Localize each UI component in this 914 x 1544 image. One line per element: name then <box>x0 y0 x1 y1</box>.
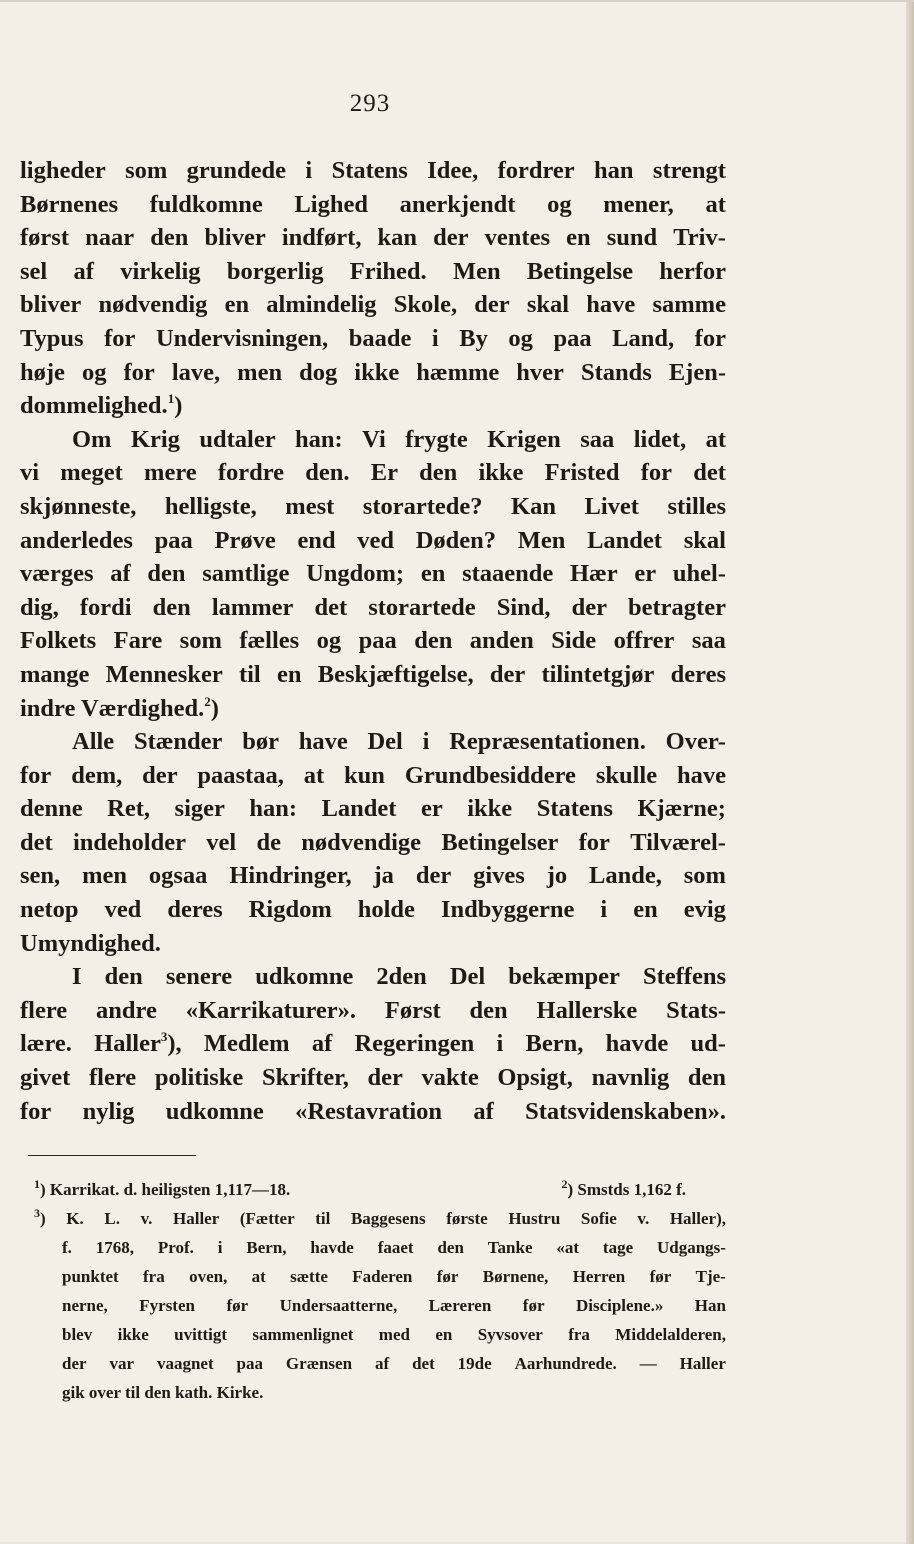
text-line: netop ved deres Rigdom holde Indbyggerne i en evig <box>20 896 726 924</box>
body-text <box>20 154 726 1128</box>
text-line: det indeholder vel de nødvendige Betingelser for Tilværel- <box>20 828 726 856</box>
footnote-rule <box>28 1155 196 1156</box>
footnote-3-line: gik over til den kath. Kirke. <box>62 1383 264 1402</box>
text-line: sen, men ogsaa Hindringer, ja der gives jo Lande, som <box>20 862 726 890</box>
footnotes <box>34 1175 726 1407</box>
text-line: vi meget mere fordre den. Er den ikke Fristed for det <box>20 459 726 487</box>
footnote-3-line: f. 1768, Prof. i Bern, havde faaet den Tanke «at tage Udgangs- <box>62 1238 726 1257</box>
text-line: ligheder som grundede i Statens Idee, fordrer han strengt <box>20 157 726 184</box>
text-line: dig, fordi den lammer det storartede Sind, der betragter <box>20 593 726 621</box>
text-line: Typus for Undervisningen, baade i By og paa Land, for <box>20 324 726 352</box>
text-line: for nylig udkomne «Restavration af Statsvidenskaben». <box>20 1097 726 1125</box>
footnote-3-line: $^3$) K. L. v. Haller (Fætter til Baggesens første Hustru Sofie v. Haller), <box>34 1206 726 1228</box>
text-line: lære. Haller$^3$), Medlem af Regeringen i Bern, havde ud- <box>20 1029 726 1058</box>
text-line: flere andre «Karrikaturer». Først den Hallerske Stats- <box>20 996 726 1024</box>
text-line: denne Ret, siger han: Landet er ikke Statens Kjærne; <box>20 795 726 823</box>
text-line: Folkets Fare som fælles og paa den anden Side offrer saa <box>20 627 726 655</box>
text-line: skjønneste, helligste, mest storartede? Kan Livet stilles <box>20 492 726 520</box>
footnote-3-line: der var vaagnet paa Grænsen af det 19de Aarhundrede. — Haller <box>62 1354 726 1373</box>
text-line: for dem, der paastaa, at kun Grundbesiddere skulle have <box>20 761 726 789</box>
text-line: høje og for lave, men dog ikke hæmme hver Stands Ejen- <box>20 358 726 386</box>
text-line: Umyndighed. <box>20 929 161 957</box>
text-line: Børnenes fuldkomne Lighed anerkjendt og mener, at <box>20 190 726 218</box>
text-line: Om Krig udtaler han: Vi frygte Krigen saa lidet, at <box>72 425 726 453</box>
text-line: først naar den bliver indført, kan der ventes en sund Triv- <box>20 224 726 252</box>
text-line: I den senere udkomne 2den Del bekæmper Steffens <box>72 963 726 991</box>
footnote-3-line: blev ikke uvittigt sammenlignet med en Syvsover fra Middelalderen, <box>62 1325 726 1344</box>
text-line: værges af den samtlige Ungdom; en staaende Hær er uhel- <box>20 560 726 588</box>
footnote-2: $^2$) Smstds 1,162 f. <box>561 1177 686 1199</box>
text-line: sel af virkelig borgerlig Frihed. Men Betingelse herfor <box>20 257 726 285</box>
footnote-3-line: punktet fra oven, at sætte Faderen før Børnene, Herren før Tje- <box>62 1267 726 1286</box>
text-line: Alle Stænder bør have Del i Repræsentationen. Over- <box>72 728 726 756</box>
text-line: bliver nødvendig en almindelig Skole, der skal have samme <box>20 291 726 319</box>
text-line: mange Mennesker til en Beskjæftigelse, der tilintetgjør deres <box>20 660 726 688</box>
footnote-3-line: nerne, Fyrsten før Undersaatterne, Læreren før Disciplene.» Han <box>62 1296 726 1315</box>
footnote-row-1-2 <box>34 1175 726 1204</box>
footnote-3 <box>34 1204 726 1407</box>
footnote-1: $^1$) Karrikat. d. heiligsten 1,117—18. <box>34 1177 291 1199</box>
text-line: givet flere politiske Skrifter, der vakte Opsigt, navnlig den <box>20 1064 726 1092</box>
text-line: dommelighed. 1 ) <box>20 391 183 420</box>
text-line: indre Værdighed. 2 ) <box>20 693 219 722</box>
text-line: anderledes paa Prøve end ved Døden? Men Landet skal <box>20 526 726 554</box>
page-edge <box>906 2 914 1544</box>
page-number: 293 <box>349 90 391 117</box>
